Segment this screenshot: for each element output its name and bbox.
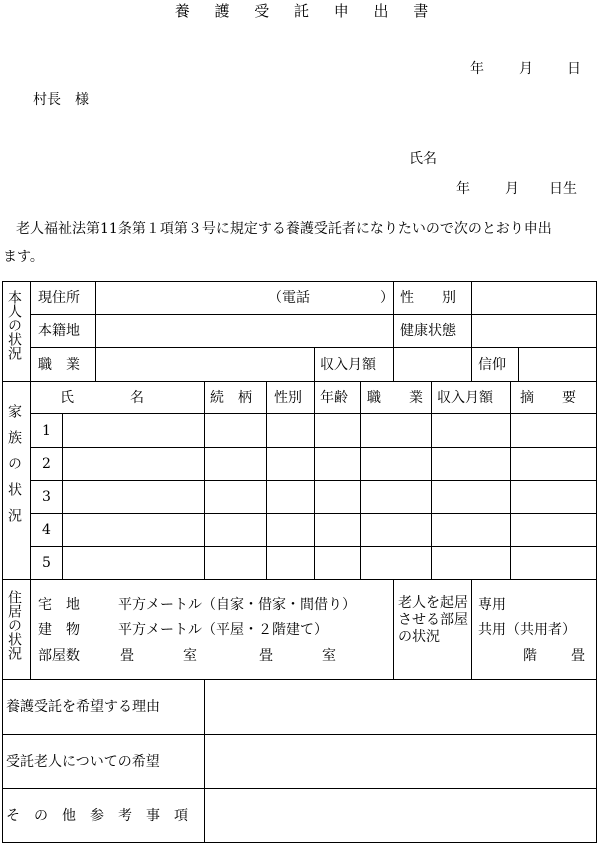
current-address-label: 現住所: [38, 290, 80, 306]
date-month: 月: [519, 61, 533, 77]
domicile-label: 本籍地: [38, 323, 80, 339]
applicant-name-label: 氏名: [409, 151, 437, 167]
sex-label: 性 別: [400, 290, 456, 306]
family-header-income: 収入月額: [437, 389, 493, 406]
birth-year: 年: [456, 181, 470, 197]
addressee: 村長 様: [33, 92, 89, 108]
other-label: そ の 他 参 考 事 項: [6, 807, 188, 824]
land-value: 平方メートル（自家・借家・間借り）: [118, 597, 356, 613]
birth-month: 月: [505, 181, 519, 197]
reason-label: 養護受託を希望する理由: [6, 699, 160, 715]
form-title: 養 護 受 託 申 出 書: [174, 2, 439, 20]
phone-label: （電話 ）: [268, 290, 394, 306]
rooms-unit-mat: 畳: [259, 648, 273, 664]
floor-label: 階: [523, 648, 537, 664]
family-header-name: 氏 名: [60, 389, 144, 406]
rooms-label: 部屋数: [38, 648, 80, 664]
rooms-unit-room: 室: [183, 648, 197, 664]
rooms-unit-mat: 畳: [120, 648, 134, 664]
building-value: 平方メートル（平屋・２階建て）: [118, 622, 328, 638]
family-section-label: 家族の状況: [6, 404, 22, 534]
building-label: 建 物: [38, 622, 80, 638]
mat-label: 畳: [571, 648, 585, 664]
statement-line1: 老人福祉法第11条第１項第３号に規定する養護受託者になりたいので次のとおり申出: [16, 221, 552, 237]
statement-line2: ます。: [3, 249, 44, 265]
date-day: 日: [567, 61, 581, 77]
wish-label: 受託老人についての希望: [6, 753, 160, 770]
family-header-relation: 続 柄: [210, 389, 252, 406]
family-header-remarks: 摘 要: [520, 389, 576, 406]
family-row-number: 5: [42, 555, 51, 571]
rooms-unit-room: 室: [322, 648, 336, 664]
elder-room-label: 老人を起居させる部屋の状況: [398, 595, 468, 645]
family-header-occupation: 職 業: [367, 389, 423, 406]
family-row-number: 1: [42, 422, 51, 439]
self-section-label: 本人の状況: [6, 290, 22, 360]
residence-section-label: 住居の状況: [6, 590, 22, 660]
family-header-sex: 性別: [274, 389, 302, 406]
income-label: 収入月額: [320, 356, 376, 373]
birth-day: 日生: [549, 181, 577, 197]
religion-label: 信仰: [478, 356, 506, 373]
family-row-number: 2: [42, 456, 51, 472]
shared-label: 共用（共用者）: [478, 622, 576, 638]
family-row-number: 4: [42, 522, 51, 538]
exclusive-label: 専用: [478, 597, 506, 613]
occupation-label: 職 業: [38, 356, 80, 373]
date-year: 年: [470, 61, 484, 77]
land-label: 宅 地: [38, 597, 80, 613]
health-label: 健康状態: [400, 323, 456, 339]
family-header-age: 年齢: [320, 389, 348, 406]
family-row-number: 3: [42, 489, 51, 505]
